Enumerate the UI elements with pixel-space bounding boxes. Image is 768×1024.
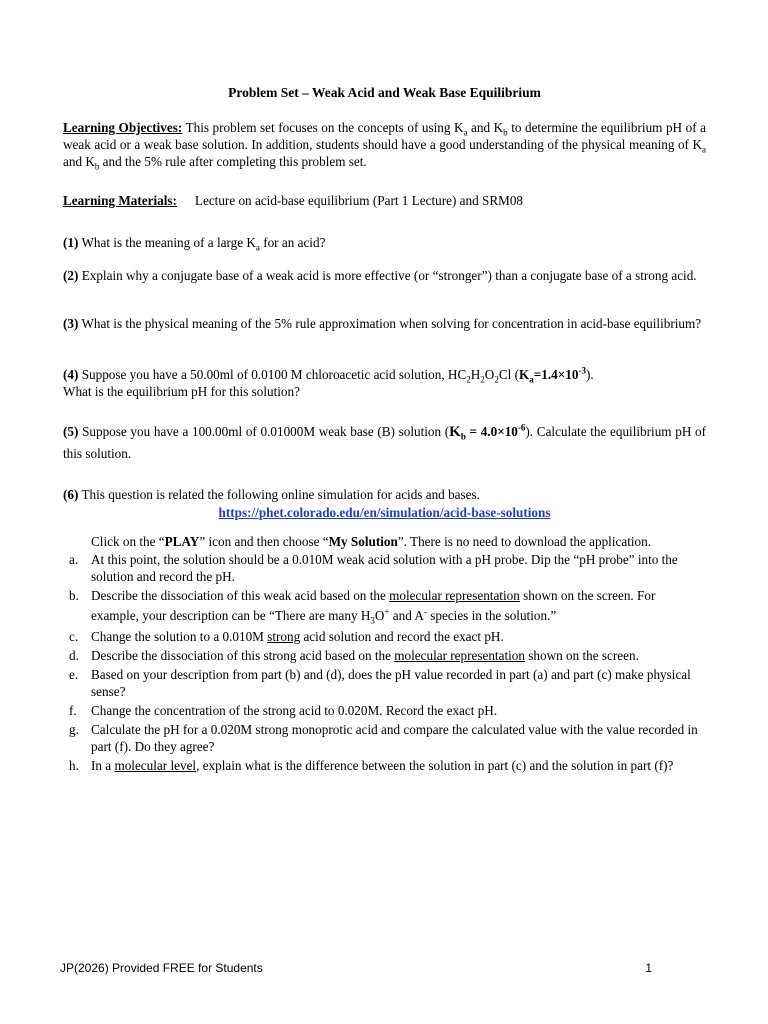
phet-simulation-link[interactable]: https://phet.colorado.edu/en/simulation/acid-base-solutions bbox=[218, 505, 551, 520]
question-3: (3) What is the physical meaning of the 5% rule approximation when solving for concentration in acid-base equilibrium? bbox=[63, 316, 702, 331]
question-6: (6) This question is related the following online simulation for acids and bases. bbox=[63, 487, 480, 502]
list-item: e. Based on your description from part (b) and (d), does the pH value recorded in part (a) and part (c) make physical sense? bbox=[69, 667, 691, 699]
simulation-intro: Click on the “PLAY” icon and then choose “My Solution”. There is no need to download the application. bbox=[91, 534, 652, 549]
list-item: d. Describe the dissociation of this strong acid based on the molecular representation shown on the screen. bbox=[69, 648, 639, 663]
learning-materials bbox=[63, 192, 706, 209]
page-number: 1 bbox=[645, 961, 652, 975]
simulation-link-row bbox=[63, 504, 706, 521]
question-1: (1) What is the meaning of a large $K_a$ for an acid? bbox=[63, 235, 326, 253]
list-item: h. In a molecular level, explain what is the difference between the solution in part (c) and the solution in part (f)? bbox=[69, 758, 674, 773]
list-item: f. Change the concentration of the strong acid to 0.020M. Record the exact pH. bbox=[69, 703, 498, 718]
page-title: Problem Set – Weak Acid and Weak Base Equilibrium bbox=[228, 85, 541, 100]
question-5: (5) Suppose you have a 100.00ml of 0.01000M weak base (B) solution $(K_b = 4.0\times 10^{-6})$. Calculate the equilibrium pH of this solution. bbox=[63, 422, 706, 461]
learning-objectives: Learning Objectives: This problem set focuses on the concepts of using $K_a$ and $K_b$ to determine the equilibrium pH of a weak acid or a weak base solution. In addition, students should have a good understanding of the physical meaning of $K_a$ and $K_b$ and the 5% rule after completing this problem set. bbox=[63, 120, 706, 172]
list-item: a. At this point, the solution should be a 0.010M weak acid solution with a pH probe. Dip the “pH probe” into the solution and record the pH. bbox=[69, 552, 678, 584]
footer-credit: JP(2026) Provided FREE for Students bbox=[60, 961, 263, 975]
materials-label: Learning Materials: bbox=[63, 193, 177, 208]
materials-text: Lecture on acid-base equilibrium (Part 1 Lecture) and SRM08 bbox=[194, 193, 524, 208]
list-item: b. Describe the dissociation of this weak acid based on the molecular representation shown on the screen. For example, your description can be “There are many $H_3O^+$ and A- species in the solution.” bbox=[69, 588, 656, 626]
list-item: c. Change the solution to a 0.010M strong acid solution and record the exact pH. bbox=[69, 629, 504, 644]
list-item: g. Calculate the pH for a 0.020M strong monoprotic acid and compare the calculated value with the value recorded in part (f). Do they agree? bbox=[69, 722, 698, 754]
objectives-label: Learning Objectives: bbox=[63, 120, 183, 135]
question-4: (4) Suppose you have a 50.00ml of 0.0100 M chloroacetic acid solution, $HC_2H_2O_2Cl$ $(K_a=1.4\times 10^{-3})$. What is the equilibrium pH for this solution? bbox=[63, 365, 594, 399]
question-2: (2) Explain why a conjugate base of a weak acid is more effective (or “stronger”) than a conjugate base of a strong acid. bbox=[63, 268, 697, 283]
simulation-parts-list bbox=[63, 551, 706, 776]
